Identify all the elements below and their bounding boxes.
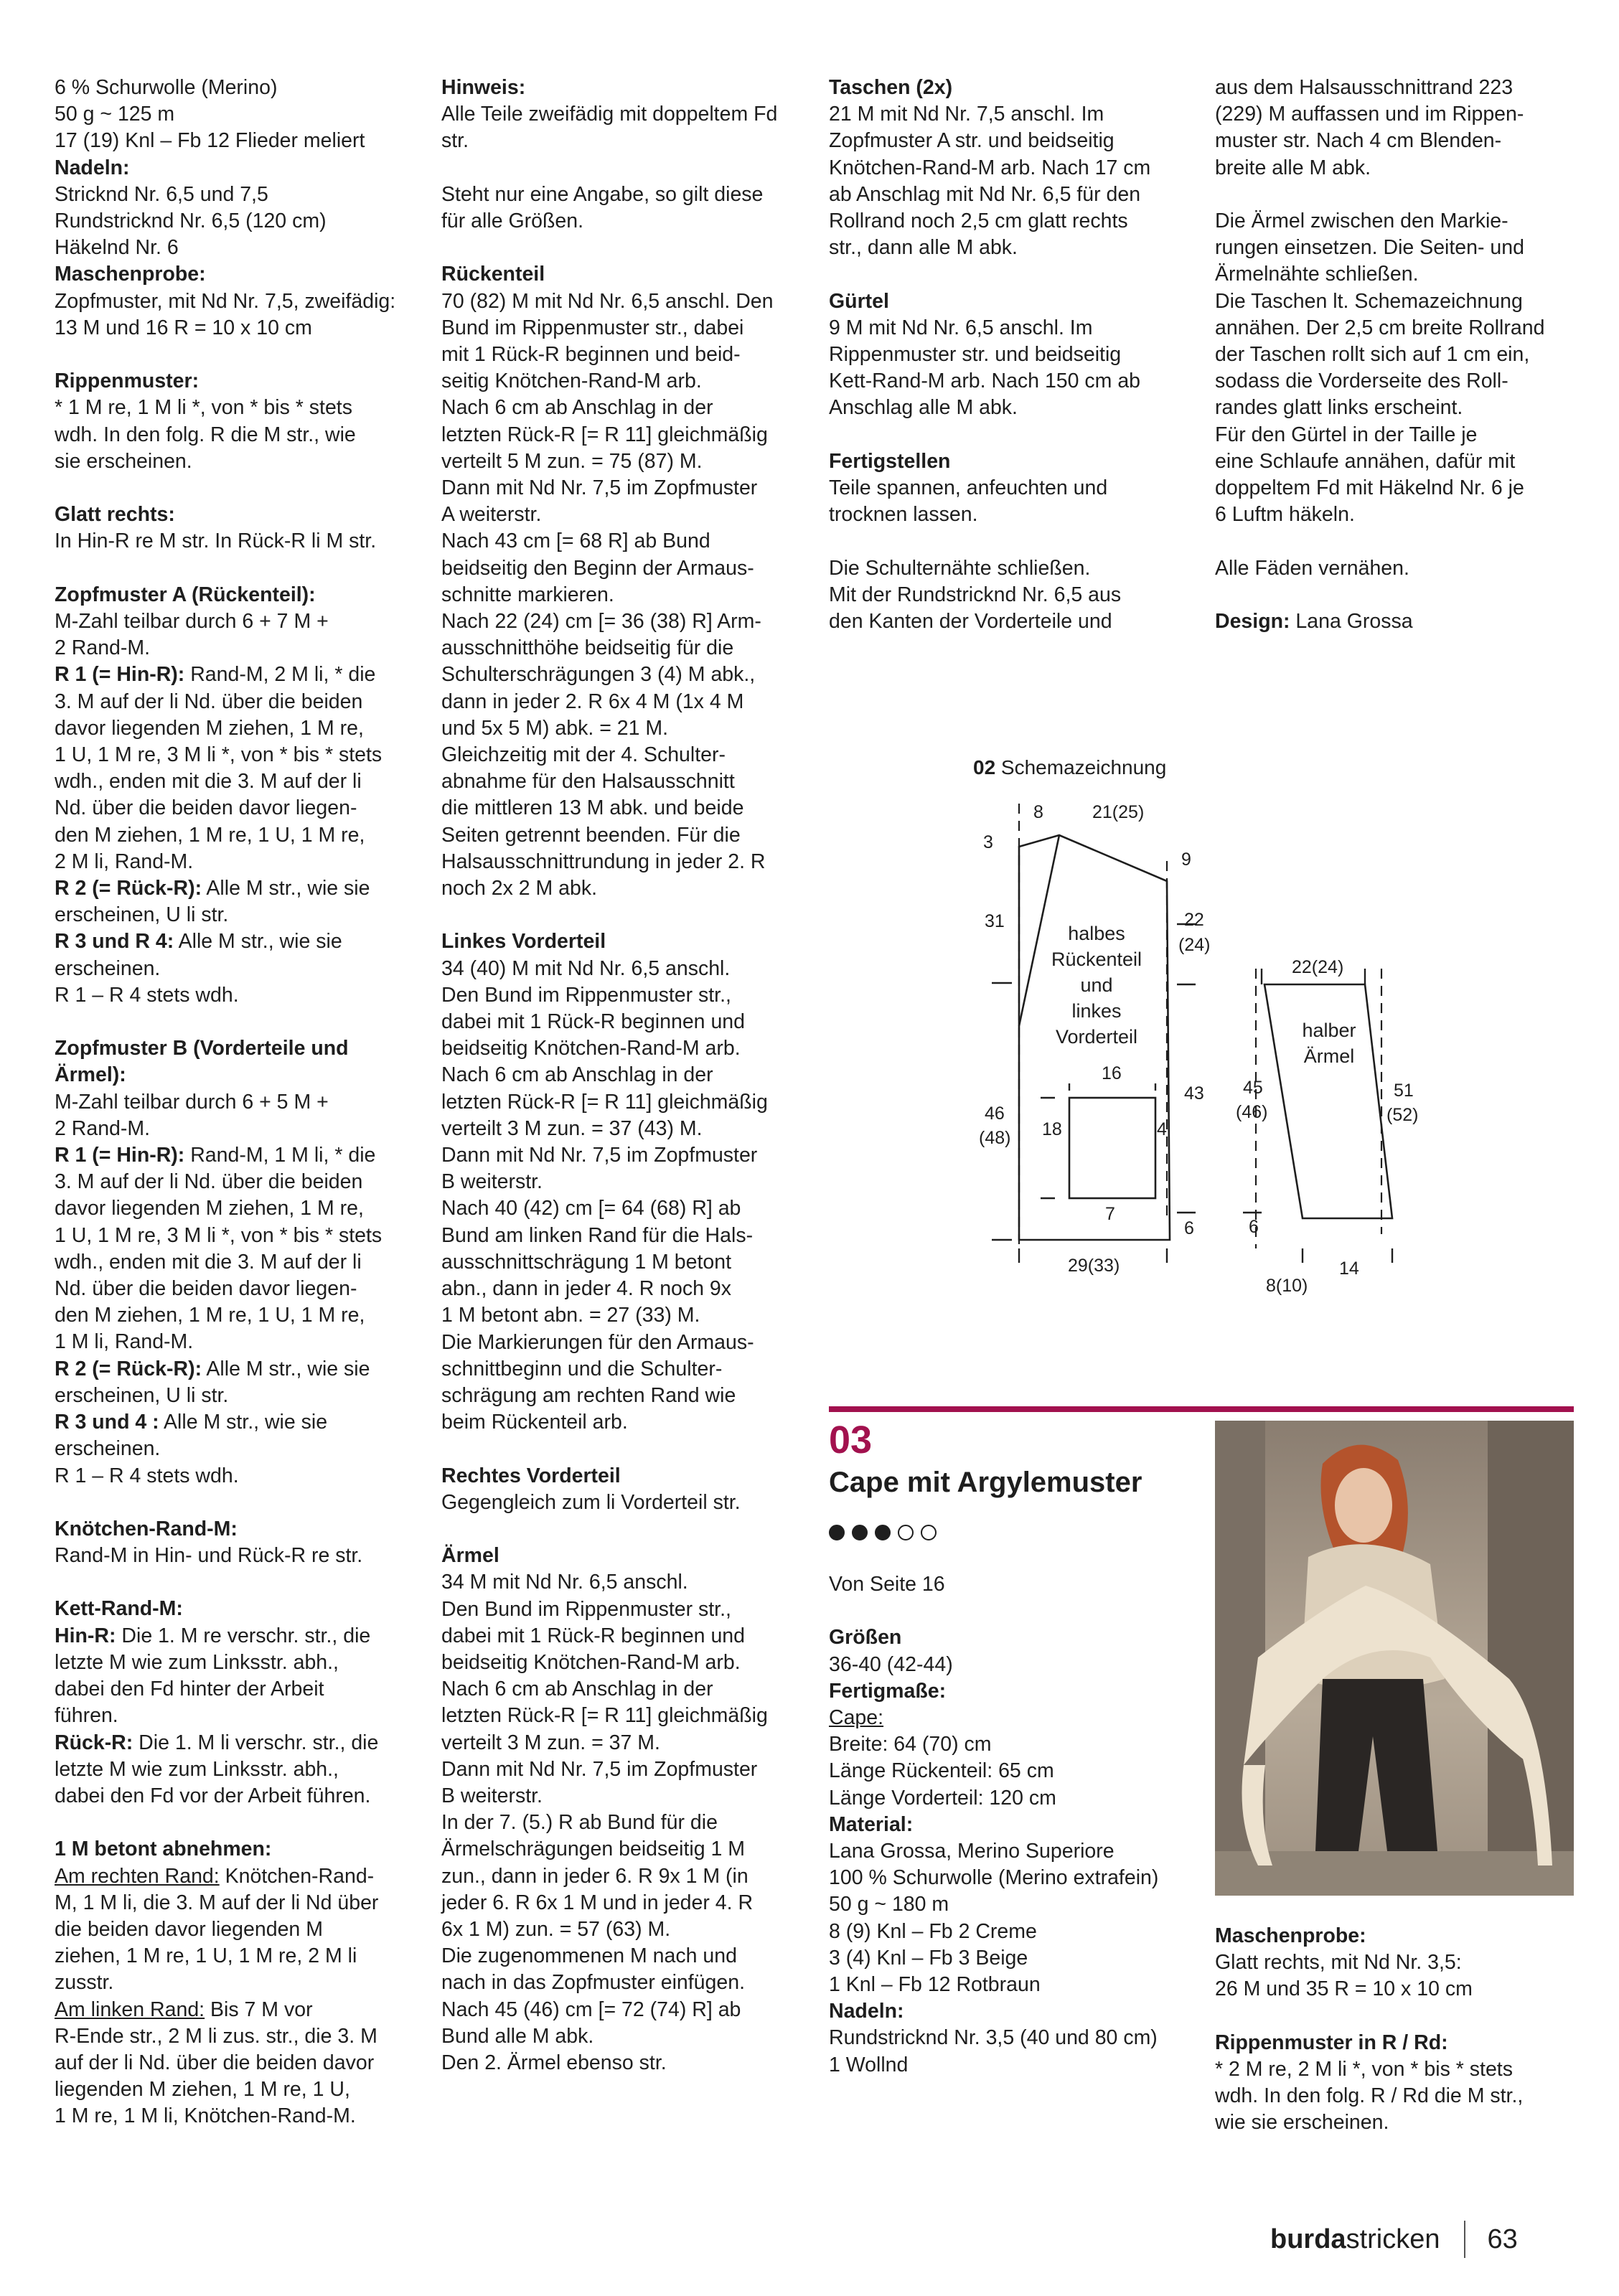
heading-groessen: Größen (829, 1626, 902, 1650)
text-line: 2 Rand-M. (55, 636, 151, 660)
text-line: B weiterstr. (441, 1170, 543, 1194)
text-line: 8 (9) Knl – Fb 2 Creme (829, 1919, 1037, 1943)
text-line: ziehen, 1 M re, 1 U, 1 M re, 2 M li (55, 1944, 357, 1968)
text-line: 1 Wollnd (829, 2053, 909, 2076)
text-line: sodass die Vorderseite des Roll- (1215, 370, 1508, 393)
measure: 18 (1042, 1119, 1062, 1139)
text-line: breite alle M abk. (1215, 156, 1371, 179)
rating-dot-filled-icon (852, 1525, 868, 1540)
text-line: abn., dann in jeder 4. R noch 9x (441, 1277, 732, 1301)
text-line: letzte M wie zum Linksstr. abh., (55, 1757, 339, 1781)
text-line: Rundstricknd Nr. 3,5 (40 und 80 cm) (829, 2026, 1158, 2050)
text-line: str., dann alle M abk. (829, 236, 1018, 260)
text-line: Rand-M, 2 M li, * die (184, 663, 376, 687)
text-line: R-Ende str., 2 M li zus. str., die 3. M (55, 2024, 377, 2048)
article-number: 03 (829, 1418, 873, 1462)
text-line: wie sie erscheinen. (1215, 2111, 1389, 2135)
text-line: Die Schulternähte schließen. (829, 556, 1091, 580)
heading-rippenmuster: Rippenmuster: (55, 370, 200, 393)
text-line: Dann mit Nd Nr. 7,5 im Zopfmuster (441, 476, 758, 500)
measure: 9 (1181, 850, 1191, 870)
text-line: dann in jeder 2. R 6x 4 M (1x 4 M (441, 690, 744, 713)
text-line: dabei mit 1 Rück-R beginnen und (441, 1624, 746, 1647)
text-line: 2 M li, Rand-M. (55, 850, 194, 873)
text-line: aus dem Halsausschnittrand 223 (1215, 76, 1514, 99)
text-line: Bund alle M abk. (441, 2024, 594, 2048)
text-line: davor liegenden M ziehen, 1 M re, (55, 1197, 364, 1220)
measure: 7 (1105, 1204, 1115, 1224)
heading-guertel: Gürtel (829, 289, 889, 313)
text-line: für alle Größen. (441, 210, 583, 232)
heading-hinweis: Hinweis: (441, 76, 526, 99)
measure: 29(33) (1068, 1256, 1120, 1276)
text-line: davor liegenden M ziehen, 1 M re, (55, 716, 364, 740)
text-line: M-Zahl teilbar durch 6 + 5 M + (55, 1090, 329, 1114)
text-line: 1 M li, Rand-M. (55, 1330, 194, 1354)
text-line: Den Bund im Rippenmuster str., (441, 983, 731, 1007)
text-line: 50 g ~ 125 m (55, 103, 175, 126)
underlined-label: Cape: (829, 1706, 884, 1729)
measure: 6 (1184, 1218, 1194, 1238)
schema-number: 02 (973, 756, 996, 778)
text-line: 100 % Schurwolle (Merino extrafein) (829, 1866, 1159, 1890)
heading-linkes-vorderteil: Linkes Vorderteil (441, 930, 606, 954)
measure: 16 (1102, 1063, 1122, 1083)
text-line: (229) M auffassen und im Rippen- (1215, 103, 1524, 126)
text-line: randes glatt links erscheint. (1215, 396, 1463, 420)
heading-fertigmasse: Fertigmaße: (829, 1679, 947, 1703)
text-line: erscheinen. (55, 956, 161, 980)
text-line: M-Zahl teilbar durch 6 + 7 M + (55, 610, 329, 634)
text-line: Zopfmuster, mit Nd Nr. 7,5, zweifädig: (55, 289, 396, 313)
text-line: wdh. In den folg. R die M str., wie (55, 423, 356, 446)
text-line: ausschnittschrägung 1 M betont (441, 1250, 731, 1274)
text-line: Rand-M in Hin- und Rück-R re str. (55, 1544, 363, 1568)
text-line: 1 M re, 1 M li, Knötchen-Rand-M. (55, 2104, 356, 2128)
text-line: Die Markierungen für den Armaus- (441, 1330, 754, 1354)
schematic-drawing (976, 789, 1536, 1306)
measure: 43 (1184, 1083, 1204, 1104)
label-half-piece: linkes (1071, 1000, 1122, 1022)
text-line: Nach 22 (24) cm [= 36 (38) R] Arm- (441, 610, 761, 634)
text-line: Lana Grossa, Merino Superiore (829, 1840, 1114, 1863)
rating-dot-empty-icon (921, 1525, 937, 1540)
text-line: sie erscheinen. (55, 449, 192, 473)
text-line: Alle M str., wie sie (174, 930, 342, 954)
row-label: R 2 (= Rück-R): (55, 877, 202, 900)
text-line: ab Anschlag mit Nd Nr. 6,5 für den (829, 182, 1141, 206)
text-line: wdh., enden mit die 3. M auf der li (55, 1250, 362, 1274)
text-line: Breite: 64 (70) cm (829, 1733, 992, 1756)
text-line: 34 (40) M mit Nd Nr. 6,5 anschl. (441, 956, 731, 980)
from-page: Von Seite 16 (829, 1573, 945, 1596)
rating-dot-empty-icon (898, 1525, 914, 1540)
text-line: letzte M wie zum Linksstr. abh., (55, 1650, 339, 1674)
pocket-outline (1069, 1098, 1155, 1198)
heading-knoetchen-rand: Knötchen-Rand-M: (55, 1517, 238, 1540)
heading-material: Material: (829, 1812, 914, 1836)
text-line: Nach 40 (42) cm [= 64 (68) R] ab (441, 1197, 741, 1220)
text-line: Die Taschen lt. Schemazeichnung (1215, 289, 1523, 313)
heading-fertigstellen: Fertigstellen (829, 449, 951, 473)
heading-nadeln: Nadeln: (829, 2000, 904, 2023)
text-line: letzten Rück-R [= R 11] gleichmäßig (441, 1704, 768, 1728)
page-number: 63 (1487, 2224, 1518, 2254)
text-line: verteilt 3 M zun. = 37 M. (441, 1731, 660, 1754)
text-line: Rundstricknd Nr. 6,5 (120 cm) (55, 210, 327, 233)
text-line: jeder 6. R 6x 1 M und in jeder 4. R (441, 1891, 754, 1914)
rating-dot-filled-icon (829, 1525, 845, 1540)
text-line: liegenden M ziehen, 1 M re, 1 U, (55, 2078, 350, 2102)
text-line: M, 1 M li, die 3. M auf der li Nd über (55, 1891, 379, 1914)
text-line: verteilt 3 M zun. = 37 (43) M. (441, 1116, 703, 1140)
row-label: R 3 und 4 : (55, 1411, 159, 1434)
heading-rippenmuster: Rippenmuster in R / Rd: (1215, 2031, 1448, 2054)
text-line: Stricknd Nr. 6,5 und 7,5 (55, 182, 268, 206)
heading-zopfmuster-b: Ärmel): (55, 1063, 126, 1087)
column-2 (441, 75, 800, 2076)
heading-betont-abnehmen: 1 M betont abnehmen: (55, 1838, 272, 1861)
text-line: doppeltem Fd mit Häkelnd Nr. 6 je (1215, 476, 1524, 500)
text-line: zusstr. (55, 1971, 114, 1995)
text-line: verteilt 5 M zun. = 75 (87) M. (441, 449, 703, 473)
text-line: 21 M mit Nd Nr. 7,5 anschl. Im (829, 103, 1104, 126)
text-line: 13 M und 16 R = 10 x 10 cm (55, 316, 312, 339)
text-line: R 1 – R 4 stets wdh. (55, 983, 239, 1007)
heading-zopfmuster-a: Zopfmuster A (Rückenteil): (55, 583, 316, 606)
text-line: 36-40 (42-44) (829, 1652, 953, 1676)
text-line: Bund am linken Rand für die Hals- (441, 1223, 754, 1247)
text-line: auf der li Nd. über die beiden davor (55, 2051, 375, 2074)
underlined-label: Am rechten Rand: (55, 1864, 220, 1888)
column-3 (829, 75, 1188, 635)
designer-name: Lana Grossa (1290, 610, 1413, 634)
text-line: Rippenmuster str. und beidseitig (829, 343, 1122, 367)
text-line: beim Rückenteil arb. (441, 1411, 628, 1434)
footer-divider (1464, 2221, 1465, 2258)
heading-maschenprobe: Maschenprobe: (55, 263, 206, 286)
schema-title (973, 756, 1166, 779)
text-line: Gleichzeitig mit der 4. Schulter- (441, 743, 726, 767)
text-line: trocknen lassen. (829, 503, 978, 527)
text-line: eine Schlaufe annähen, dafür mit (1215, 449, 1516, 473)
text-line: dabei den Fd hinter der Arbeit (55, 1678, 324, 1701)
text-line: beidseitig Knötchen-Rand-M arb. (441, 1650, 741, 1674)
text-line: Rand-M, 1 M li, * die (184, 1144, 376, 1167)
text-line: Nach 45 (46) cm [= 72 (74) R] ab (441, 1998, 741, 2021)
schema-title-text: Schemazeichnung (995, 756, 1167, 778)
text-line: Die 1. M re verschr. str., die (116, 1624, 371, 1647)
heading-kett-rand: Kett-Rand-M: (55, 1597, 183, 1621)
text-line: dabei mit 1 Rück-R beginnen und (441, 1010, 746, 1034)
text-line: nach in das Zopfmuster einfügen. (441, 1971, 746, 1995)
text-line: 50 g ~ 180 m (829, 1893, 949, 1916)
article-title: Cape mit Argylemuster (829, 1467, 1142, 1498)
row-label: Rück-R: (55, 1731, 133, 1754)
label-half-piece: Vorderteil (1055, 1026, 1138, 1048)
text-line: letzten Rück-R [= R 11] gleichmäßig (441, 423, 768, 446)
text-line: 1 U, 1 M re, 3 M li *, von * bis * stets (55, 743, 383, 767)
heading-rueckenteil: Rückenteil (441, 263, 545, 286)
text-line: 17 (19) Knl – Fb 12 Flieder meliert (55, 129, 365, 153)
text-line: Häkelnd Nr. 6 (55, 236, 179, 260)
text-line: erscheinen. (55, 1437, 161, 1461)
text-line: Ärmelschrägungen beidseitig 1 M (441, 1838, 745, 1861)
measure: 22 (1184, 910, 1204, 930)
text-line: Anschlag alle M abk. (829, 396, 1018, 420)
label-half-piece: halbes (1068, 923, 1125, 944)
brand-bold: burda (1270, 2224, 1346, 2254)
text-line: Nach 6 cm ab Anschlag in der (441, 396, 713, 420)
text-line: Knötchen-Rand- (219, 1864, 375, 1888)
text-line: Schulterschrägungen 3 (4) M abk., (441, 663, 756, 687)
row-label: R 1 (= Hin-R): (55, 1144, 185, 1167)
row-label: Hin-R: (55, 1624, 116, 1647)
label-half-piece: Rückenteil (1051, 949, 1142, 970)
text-line: seitig Knötchen-Rand-M arb. (441, 370, 702, 393)
text-line: * 2 M re, 2 M li *, von * bis * stets (1215, 2058, 1513, 2081)
text-line: Dann mit Nd Nr. 7,5 im Zopfmuster (441, 1757, 758, 1781)
text-line: Den Bund im Rippenmuster str., (441, 1597, 731, 1621)
text-line: die mittleren 13 M abk. und beide (441, 796, 744, 820)
text-line: und 5x 5 M) abk. = 21 M. (441, 716, 669, 740)
text-line: Die zugenommenen M nach und (441, 1944, 737, 1968)
text-line: schnittbeginn und die Schulter- (441, 1357, 723, 1380)
text-line: annähen. Der 2,5 cm breite Rollrand (1215, 316, 1545, 339)
label-half-piece: und (1080, 974, 1113, 996)
text-line: Rollrand noch 2,5 cm glatt rechts (829, 210, 1128, 233)
text-line: 6x 1 M) zun. = 57 (63) M. (441, 1917, 671, 1941)
text-line: Ärmelnähte schließen. (1215, 263, 1419, 286)
text-line: * 1 M re, 1 M li *, von * bis * stets (55, 396, 352, 420)
measure: 8(10) (1266, 1276, 1308, 1296)
text-line: Gegengleich zum li Vorderteil str. (441, 1490, 741, 1514)
measure: 46 (985, 1104, 1005, 1124)
label-half-sleeve: Ärmel (1303, 1045, 1355, 1067)
column-1 (55, 75, 406, 2130)
rating-dot-filled-icon (875, 1525, 891, 1540)
text-line: Bis 7 M vor (205, 1998, 313, 2021)
measure: 14 (1339, 1258, 1359, 1279)
text-line: letzten Rück-R [= R 11] gleichmäßig (441, 1090, 768, 1114)
text-line: Nach 43 cm [= 68 R] ab Bund (441, 530, 710, 553)
text-line: 26 M und 35 R = 10 x 10 cm (1215, 1977, 1473, 2001)
text-line: Länge Vorderteil: 120 cm (829, 1786, 1056, 1810)
text-line: Alle Teile zweifädig mit doppeltem Fd (441, 103, 778, 126)
text-line: Nd. über die beiden davor liegen- (55, 1277, 357, 1301)
measure: (48) (979, 1128, 1011, 1148)
text-line: zun., dann in jeder 6. R 9x 1 M (in (441, 1864, 749, 1888)
heading-rechtes-vorderteil: Rechtes Vorderteil (441, 1464, 621, 1487)
page-footer (1270, 2221, 1518, 2257)
measure: (46) (1236, 1102, 1268, 1122)
text-line: beidseitig Knötchen-Rand-M arb. (441, 1037, 741, 1060)
difficulty-rating (829, 1525, 937, 1540)
text-line: 1 M betont abn. = 27 (33) M. (441, 1304, 700, 1327)
text-line: Bund im Rippenmuster str., dabei (441, 316, 744, 339)
brand-rest: stricken (1346, 2224, 1440, 2254)
heading-maschenprobe: Maschenprobe: (1215, 1924, 1366, 1947)
measure: 3 (983, 832, 993, 852)
text-line: str. (441, 129, 469, 153)
text-line: In Hin-R re M str. In Rück-R li M str. (55, 530, 377, 553)
text-line: erscheinen, U li str. (55, 1383, 229, 1407)
neckline-line (1019, 835, 1059, 1026)
text-line: Alle M str., wie sie (159, 1411, 328, 1434)
measure: 31 (985, 911, 1005, 931)
text-line: den M ziehen, 1 M re, 1 U, 1 M re, (55, 823, 365, 847)
text-line: 2 Rand-M. (55, 1116, 151, 1140)
text-line: muster str. Nach 4 cm Blenden- (1215, 129, 1502, 153)
heading-glatt-rechts: Glatt rechts: (55, 503, 175, 527)
text-line: Alle M str., wie sie (202, 877, 370, 900)
text-line: B weiterstr. (441, 1784, 543, 1807)
model-photo (1215, 1421, 1574, 1896)
text-line: Nach 6 cm ab Anschlag in der (441, 1063, 713, 1087)
text-line: ausschnitthöhe beidseitig für die (441, 636, 734, 660)
label-half-sleeve: halber (1302, 1020, 1356, 1041)
text-line: Teile spannen, anfeuchten und (829, 476, 1108, 500)
text-line: erscheinen, U li str. (55, 903, 229, 927)
row-label: R 2 (= Rück-R): (55, 1357, 202, 1380)
text-line: rungen einsetzen. Die Seiten- und (1215, 236, 1524, 260)
measure: 51 (1394, 1081, 1414, 1101)
text-line: A weiterstr. (441, 503, 542, 527)
text-line: den M ziehen, 1 M re, 1 U, 1 M re, (55, 1304, 365, 1327)
measure: (52) (1386, 1105, 1419, 1125)
text-line: Seiten getrennt beenden. Für die (441, 823, 741, 847)
text-line: schnitte markieren. (441, 583, 614, 606)
article-details-2 (1215, 1923, 1574, 2137)
measure: 6 (1249, 1217, 1259, 1237)
text-line: Nach 6 cm ab Anschlag in der (441, 1678, 713, 1701)
text-line: Glatt rechts, mit Nd Nr. 3,5: (1215, 1951, 1462, 1975)
row-label: R 3 und R 4: (55, 930, 174, 954)
text-line: Länge Rückenteil: 65 cm (829, 1759, 1054, 1783)
text-line: Alle Fäden vernähen. (1215, 556, 1409, 580)
text-line: Steht nur eine Angabe, so gilt diese (441, 182, 764, 206)
text-line: dabei den Fd vor der Arbeit führen. (55, 1784, 371, 1807)
text-line: Knötchen-Rand-M arb. Nach 17 cm (829, 156, 1151, 179)
text-line: 3. M auf der li Nd. über die beiden (55, 690, 363, 713)
text-line: 1 U, 1 M re, 3 M li *, von * bis * stets (55, 1223, 383, 1247)
measure: (24) (1178, 935, 1211, 955)
text-line: 9 M mit Nd Nr. 6,5 anschl. Im (829, 316, 1093, 339)
text-line: 3. M auf der li Nd. über die beiden (55, 1170, 363, 1194)
text-line: den Kanten der Vorderteile und (829, 610, 1112, 634)
text-line: Zopfmuster A str. und beidseitig (829, 129, 1114, 153)
heading-zopfmuster-b: Zopfmuster B (Vorderteile und (55, 1037, 349, 1060)
text-line: Dann mit Nd Nr. 7,5 im Zopfmuster (441, 1144, 758, 1167)
text-line: 70 (82) M mit Nd Nr. 6,5 anschl. Den (441, 289, 774, 313)
column-4 (1215, 75, 1567, 635)
measure: 4 (1157, 1119, 1167, 1139)
design-label: Design: (1215, 610, 1290, 634)
text-line: mit 1 Rück-R beginnen und beid- (441, 343, 741, 366)
text-line: 1 Knl – Fb 12 Rotbraun (829, 1973, 1041, 1997)
section-rule (829, 1406, 1574, 1412)
measure: 8 (1033, 802, 1043, 822)
text-line: Alle M str., wie sie (202, 1357, 370, 1380)
text-line: wdh., enden mit die 3. M auf der li (55, 770, 362, 794)
underlined-label: Am linken Rand: (55, 1998, 205, 2021)
heading-nadeln: Nadeln: (55, 156, 130, 179)
measure: 22(24) (1292, 957, 1344, 977)
measure: 21(25) (1092, 802, 1145, 822)
text-line: Kett-Rand-M arb. Nach 150 cm ab (829, 370, 1141, 393)
text-line: abnahme für den Halsausschnitt (441, 770, 735, 794)
row-label: R 1 (= Hin-R): (55, 663, 185, 687)
text-line: die beiden davor liegenden M (55, 1917, 323, 1941)
text-line: der Taschen rollt sich auf 1 cm ein, (1215, 343, 1530, 367)
text-line: Für den Gürtel in der Taille je (1215, 423, 1478, 446)
text-line: Die 1. M li verschr. str., die (133, 1731, 379, 1754)
text-line: wdh. In den folg. R / Rd die M str., (1215, 2084, 1524, 2108)
text-line: In der 7. (5.) R ab Bund für die (441, 1811, 718, 1835)
text-line: 6 % Schurwolle (Merino) (55, 76, 278, 99)
measure: 45 (1243, 1078, 1263, 1098)
text-line: noch 2x 2 M abk. (441, 877, 598, 900)
text-line: Mit der Rundstricknd Nr. 6,5 aus (829, 583, 1122, 606)
text-line: Nd. über die beiden davor liegen- (55, 796, 357, 820)
text-line: 6 Luftm häkeln. (1215, 503, 1355, 527)
text-line: Den 2. Ärmel ebenso str. (441, 2051, 667, 2074)
article-details (829, 1571, 1188, 2079)
text-line: R 1 – R 4 stets wdh. (55, 1464, 239, 1487)
heading-taschen: Taschen (2x) (829, 76, 953, 99)
text-line: Halsausschnittrundung in jeder 2. R (441, 850, 766, 873)
text-line: 34 M mit Nd Nr. 6,5 anschl. (441, 1571, 688, 1594)
text-line: führen. (55, 1704, 118, 1728)
text-line: beidseitig den Beginn der Armaus- (441, 556, 754, 580)
text-line: Die Ärmel zwischen den Markie- (1215, 210, 1508, 232)
text-line: schrägung am rechten Rand wie (441, 1383, 736, 1407)
text-line: 3 (4) Knl – Fb 3 Beige (829, 1946, 1028, 1970)
brand-logo (1270, 2224, 1440, 2255)
heading-aermel: Ärmel (441, 1544, 499, 1568)
